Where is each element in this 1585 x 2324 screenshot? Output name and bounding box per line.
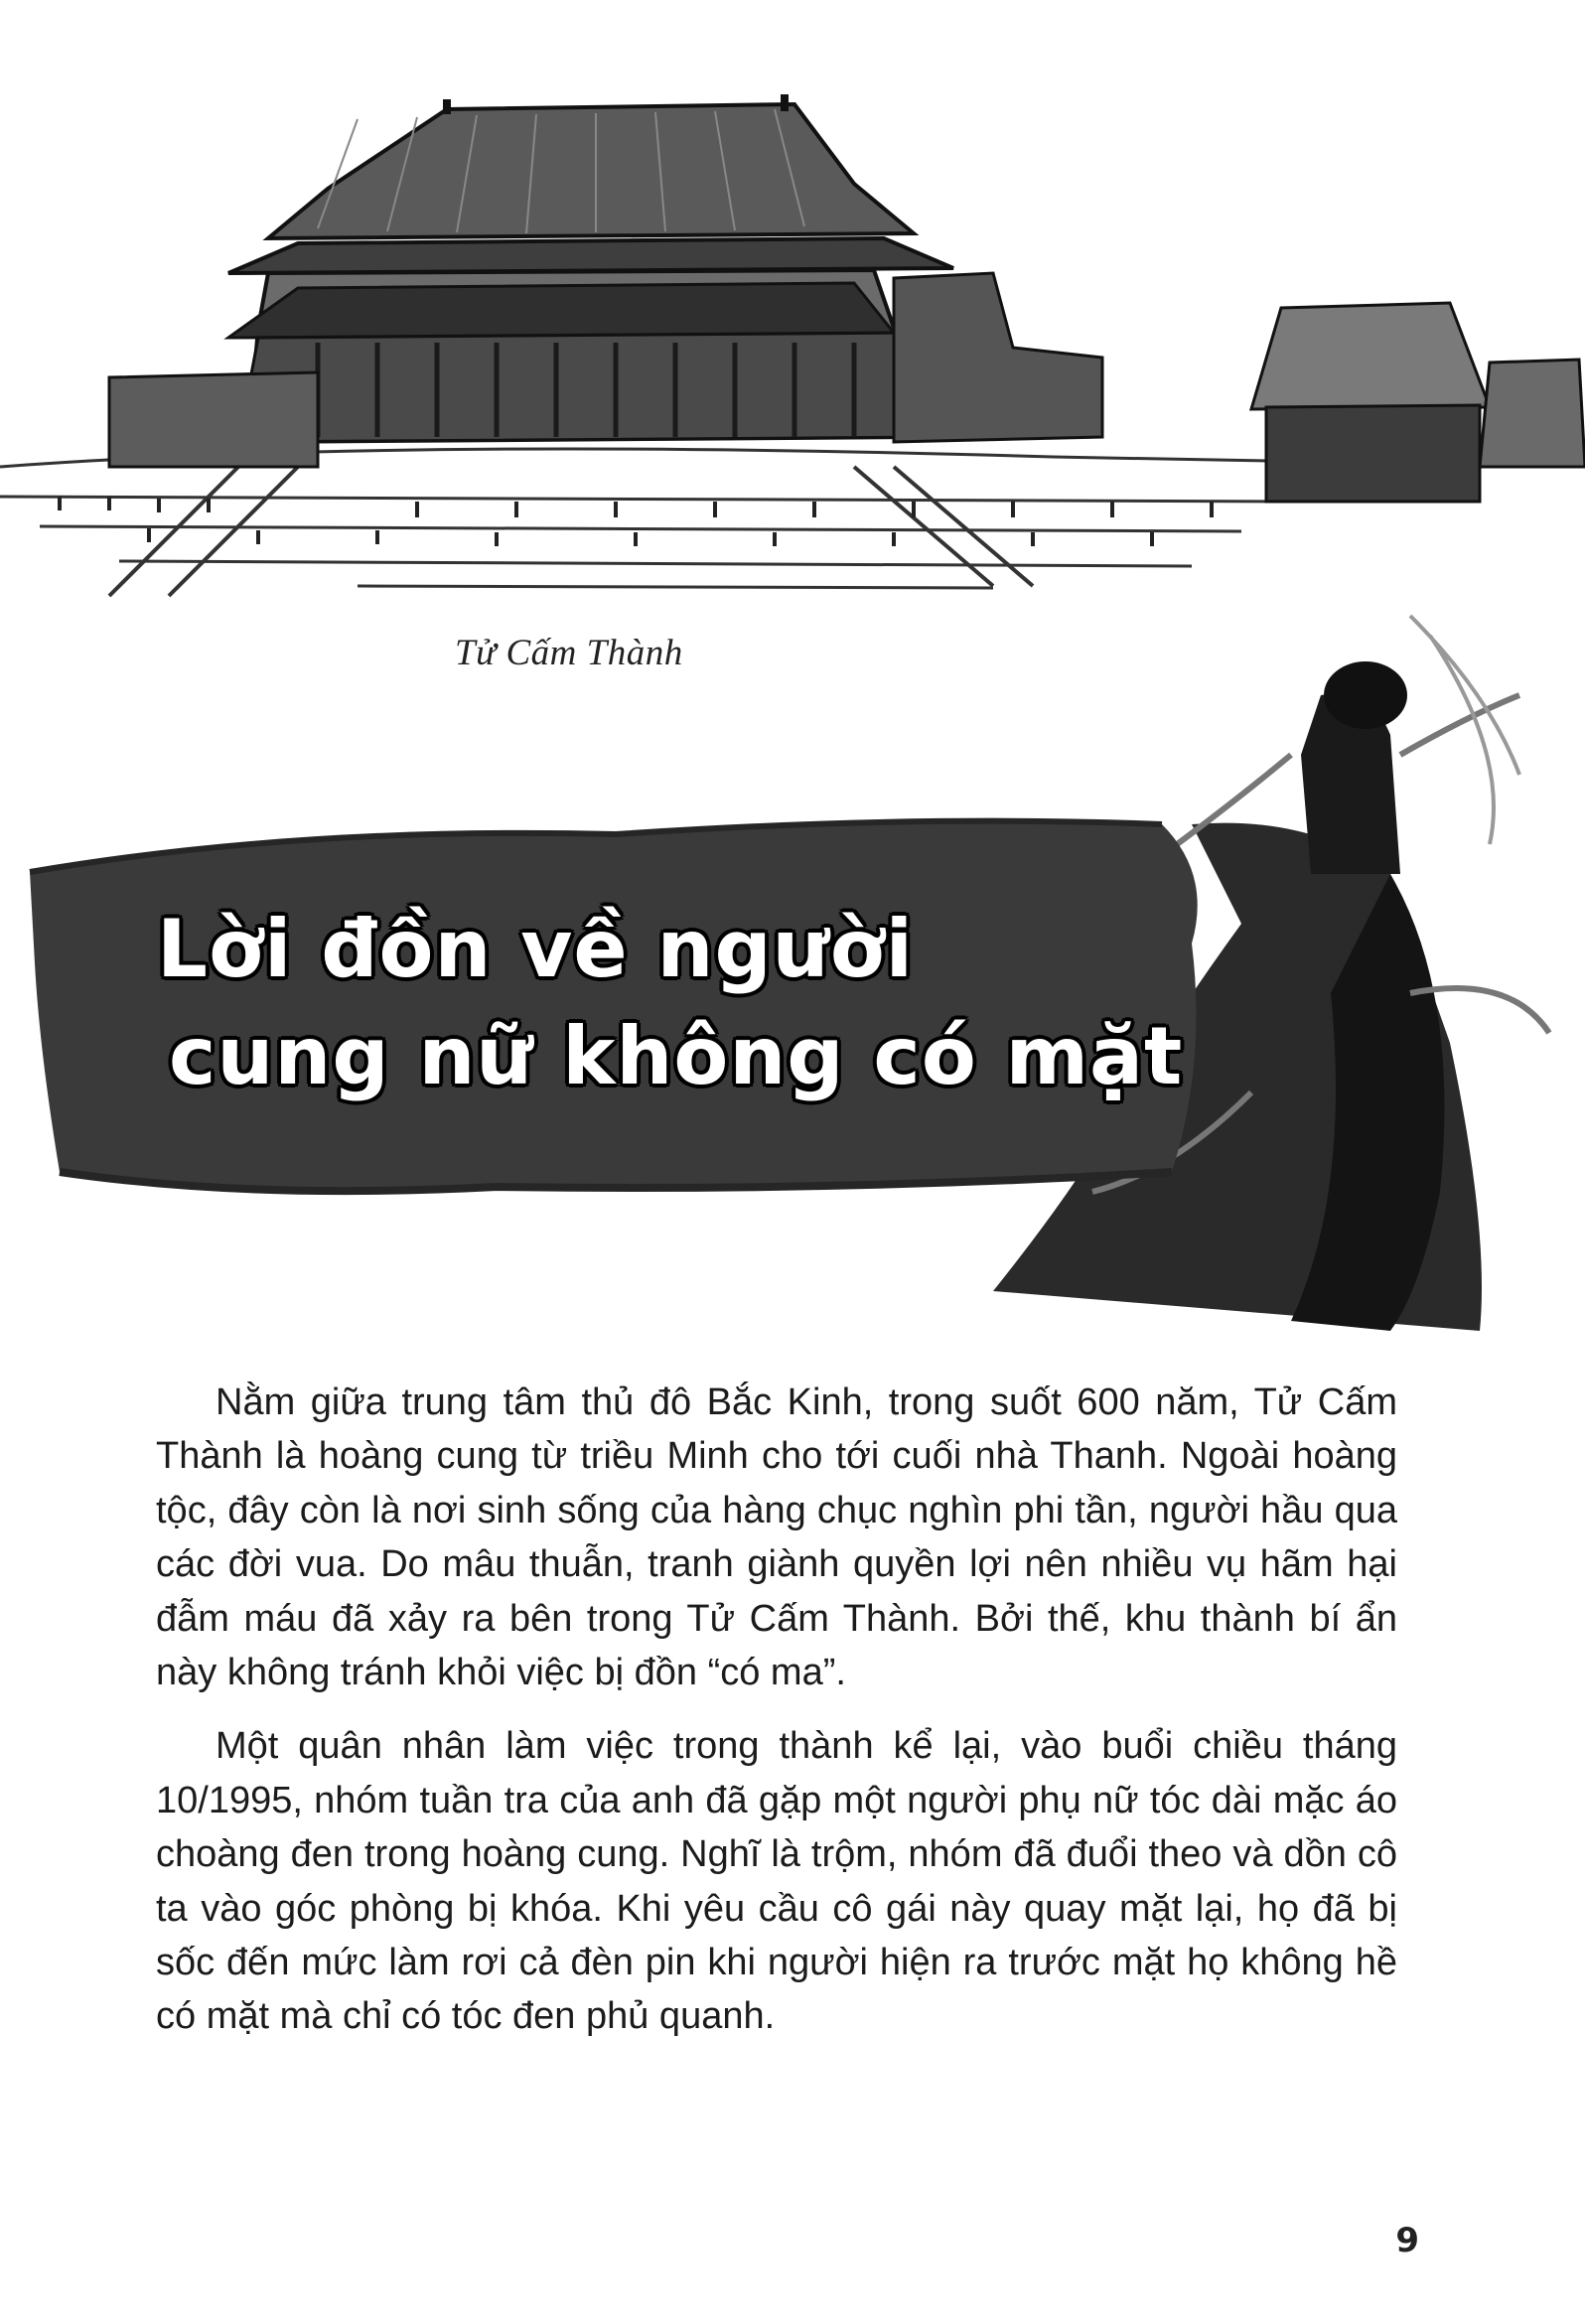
article-title bbox=[157, 896, 1183, 1110]
paragraph-2: Một quân nhân làm việc trong thành kể lại, vào buổi chiều tháng 10/1995, nhóm tuần tra của anh đã gặp một người phụ nữ tóc dài mặc áo choàng đen trong hoàng cung. Nghĩ là trộm, nhóm đã đuổi theo và dồn cô ta vào góc phòng bị khóa. Khi yêu cầu cô gái này quay mặt lại, họ đã bị sốc đến mức làm rơi cả đèn pin khi người hiện ra trước mặt họ không hề có mặt mà chỉ có tóc đen phủ quanh. bbox=[156, 1725, 1397, 2038]
page-number: 9 bbox=[1395, 2221, 1419, 2260]
article-body bbox=[156, 1376, 1397, 2064]
title-line-2: cung nữ không có mặt bbox=[169, 1010, 1184, 1102]
main-hall bbox=[228, 94, 953, 442]
illustration-caption: Tử Cấm Thành bbox=[455, 633, 683, 673]
title-line-1: Lời đồn về người bbox=[157, 903, 915, 995]
paragraph-1: Nằm giữa trung tâm thủ đô Bắc Kinh, trong suốt 600 năm, Tử Cấm Thành là hoàng cung từ triều Minh cho tới cuối nhà Thanh. Ngoài hoàng tộc, đây còn là nơi sinh sống của hàng chục nghìn phi tần, người hầu qua các đời vua. Do mâu thuẫn, tranh giành quyền lợi nên nhiều vụ hãm hại đẫm máu đã xảy ra bên trong Tử Cấm Thành. Bởi thế, khu thành bí ẩn này không tránh khỏi việc bị đồn “có ma”. bbox=[156, 1381, 1397, 1694]
terrace-railings bbox=[60, 497, 1212, 546]
